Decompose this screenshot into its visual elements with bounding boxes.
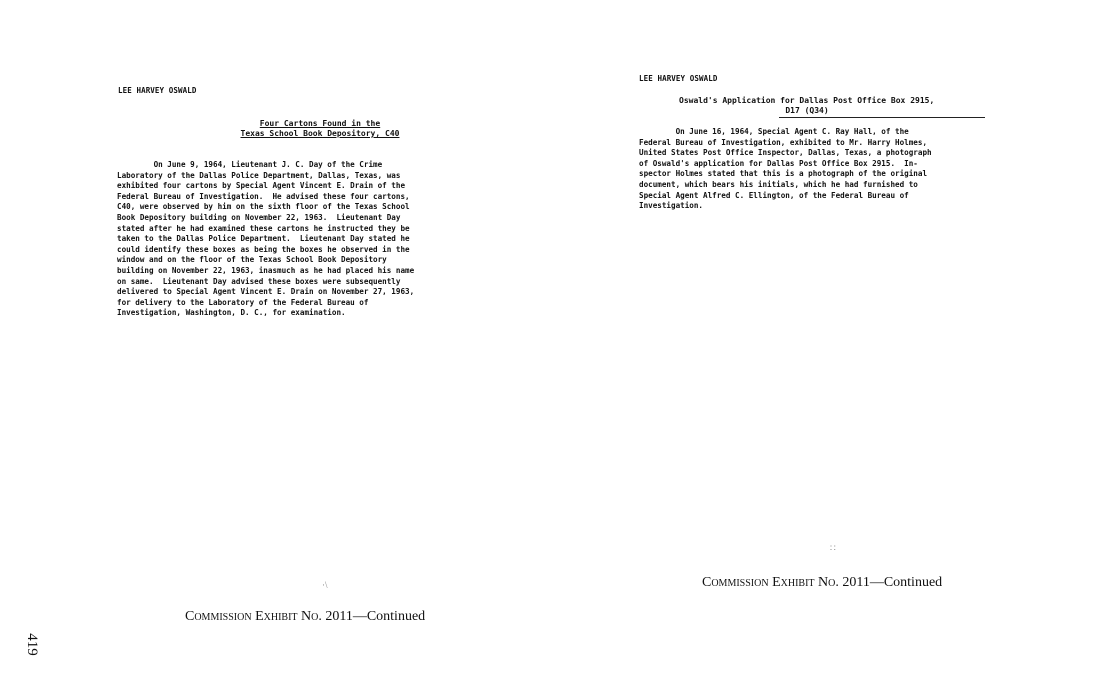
page-number: 419 [23,633,40,656]
left-section-title-line-2: Texas School Book Depository, C40 [240,129,400,138]
left-body-paragraph [117,160,414,319]
right-exhibit-caption [702,575,942,591]
body-text-line: Laboratory of the Dallas Police Department, Dallas, Texas, was [117,170,401,180]
body-text-line: On June 9, 1964, Lieutenant J. C. Day of the Crime [117,160,383,169]
right-document-page [547,0,1094,691]
body-text-line: Federal Bureau of Investigation. He advised these four cartons, [117,191,410,201]
body-text-line: Special Agent Alfred C. Ellington, of the Federal Bureau of [639,190,909,200]
right-section-title-line-2: D17 (Q34) [785,106,829,115]
body-text-line: for delivery to the Laboratory of the Federal Bureau of [117,297,369,307]
body-text-line: Federal Bureau of Investigation, exhibited to Mr. Harry Holmes, [639,137,928,147]
left-caption-suffix: 2011—Continued [325,609,426,624]
right-caption-suffix: 2011—Continued [842,575,943,590]
left-section-title-line-1: Four Cartons Found in the [259,119,381,128]
left-page-header: LEE HARVEY OSWALD [118,86,197,95]
body-text-line: United States Post Office Inspector, Dallas, Texas, a photograph [639,148,932,158]
right-page-header: LEE HARVEY OSWALD [639,74,718,83]
body-text-line: on same. Lieutenant Day advised these boxes were subsequently [117,276,401,286]
right-caption-prefix: Commission Exhibit No. [702,575,839,590]
left-caption-prefix: Commission Exhibit No. [185,609,322,624]
right-body-paragraph [639,127,932,212]
body-text-line: of Oswald's application for Dallas Post Office Box 2915. In- [639,158,918,168]
title-underline-rule [779,117,985,118]
scan-artifact: ·\ [322,580,328,590]
body-text-line: stated after he had examined these cartons he instructed they be [117,223,410,233]
body-text-line: document, which bears his initials, which he had furnished to [639,179,918,189]
body-text-line: window and on the floor of the Texas School Book Depository [117,255,387,265]
body-text-line: taken to the Dallas Police Department. Lieutenant Day stated he [117,234,410,244]
body-text-line: exhibited four cartons by Special Agent Vincent E. Drain of the [117,181,406,191]
left-exhibit-caption [185,609,425,625]
body-text-line: C40, were observed by him on the sixth floor of the Texas School [117,202,410,212]
body-text-line: could identify these boxes as being the boxes he observed in the [117,244,410,254]
body-text-line: Investigation. [639,201,704,211]
body-text-line: delivered to Special Agent Vincent E. Drain on November 27, 1963, [117,287,415,297]
body-text-line: On June 16, 1964, Special Agent C. Ray Hall, of the [639,127,909,136]
right-section-title-line-1: Oswald's Application for Dallas Post Office Box 2915, [679,96,935,105]
body-text-line: Book Depository building on November 22, 1963. Lieutenant Day [117,212,401,222]
body-text-line: building on November 22, 1963, inasmuch as he had placed his name [117,265,415,275]
scan-artifact: ∷ [830,543,836,553]
body-text-line: spector Holmes stated that this is a photograph of the original [639,169,928,179]
body-text-line: Investigation, Washington, D. C., for examination. [117,308,346,318]
